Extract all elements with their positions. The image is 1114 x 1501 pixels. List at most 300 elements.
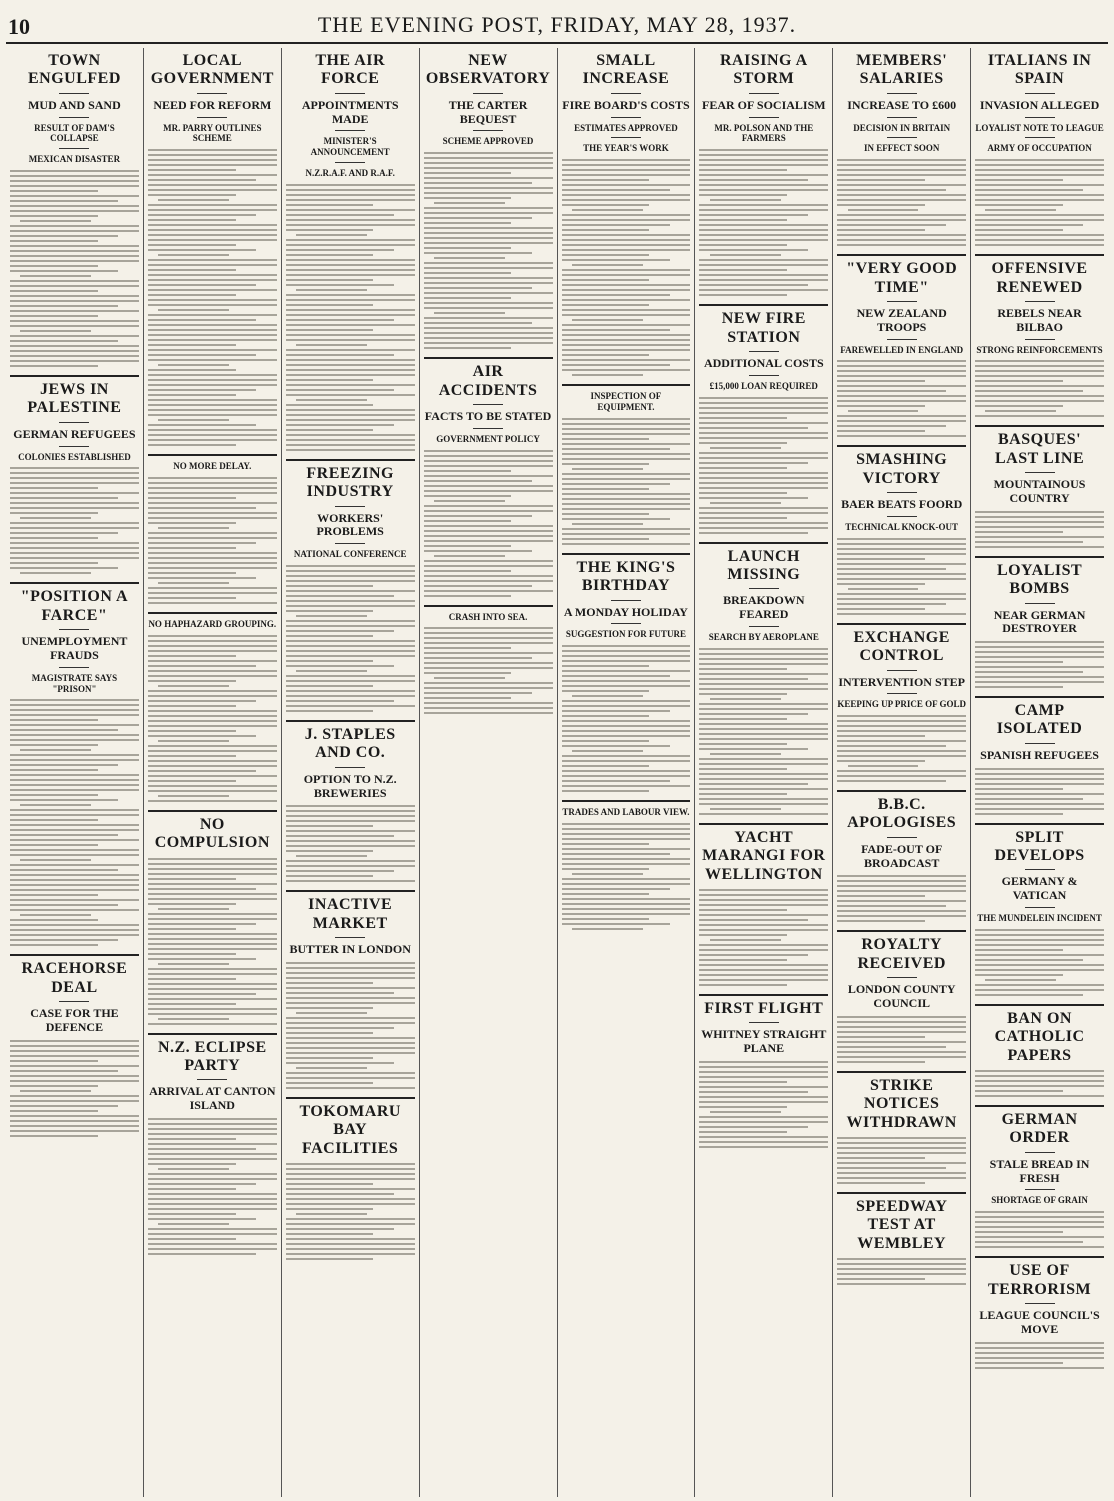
text-line xyxy=(562,239,691,241)
text-line xyxy=(985,979,1056,981)
text-line xyxy=(699,1076,828,1078)
text-line xyxy=(975,174,1104,176)
text-line xyxy=(10,190,98,192)
text-line xyxy=(148,224,277,226)
headline-divider xyxy=(611,600,641,601)
text-line xyxy=(562,823,691,825)
text-line xyxy=(424,707,553,709)
text-line xyxy=(10,507,139,509)
headline-divider xyxy=(335,543,365,544)
text-line xyxy=(710,502,781,504)
text-line xyxy=(562,705,691,707)
text-line xyxy=(837,199,966,201)
text-line xyxy=(837,1021,966,1023)
text-line xyxy=(296,1012,367,1014)
text-line xyxy=(148,790,277,792)
text-line xyxy=(424,172,512,174)
body-text xyxy=(975,929,1104,996)
text-line xyxy=(699,788,828,790)
text-line xyxy=(148,507,256,509)
headline-divider xyxy=(749,588,779,589)
text-line xyxy=(148,640,277,642)
text-line xyxy=(562,543,691,545)
column-2 xyxy=(144,48,282,1497)
text-line xyxy=(424,510,553,512)
text-line xyxy=(286,870,394,872)
text-line xyxy=(562,299,691,301)
text-line xyxy=(286,309,415,311)
text-line xyxy=(424,540,553,542)
text-line xyxy=(148,374,277,376)
text-line xyxy=(562,428,691,430)
text-line xyxy=(699,269,787,271)
text-line xyxy=(424,515,532,517)
text-line xyxy=(837,1036,925,1038)
text-line xyxy=(424,662,553,664)
text-line xyxy=(562,438,650,440)
text-line xyxy=(699,462,807,464)
text-line xyxy=(424,520,512,522)
text-line xyxy=(10,502,139,504)
text-line xyxy=(286,810,415,812)
text-line xyxy=(424,182,532,184)
text-line xyxy=(286,209,415,211)
text-line xyxy=(10,909,139,911)
story xyxy=(837,52,966,246)
text-line xyxy=(10,1085,98,1087)
text-line xyxy=(286,1077,415,1079)
text-line xyxy=(424,465,553,467)
text-line xyxy=(286,204,374,206)
text-line xyxy=(710,199,781,201)
text-line xyxy=(975,511,1104,513)
text-line xyxy=(286,1203,415,1205)
story-divider xyxy=(975,823,1104,825)
story xyxy=(10,960,139,1136)
headline-divider xyxy=(887,137,917,138)
headline-divider xyxy=(887,670,917,671)
text-line xyxy=(975,989,1104,991)
subheadline: KEEPING UP PRICE OF GOLD xyxy=(837,699,967,710)
headline: BASQUES' LAST LINE xyxy=(994,431,1085,467)
text-line xyxy=(148,184,277,186)
text-line xyxy=(424,530,553,532)
text-line xyxy=(286,404,374,406)
text-line xyxy=(699,1116,828,1118)
column-3 xyxy=(282,48,420,1497)
text-line xyxy=(10,532,118,534)
text-line xyxy=(837,905,945,907)
text-line xyxy=(975,1342,1104,1344)
text-line xyxy=(699,1066,828,1068)
text-line xyxy=(148,334,277,336)
subheadline: GERMAN REFUGEES xyxy=(13,426,136,441)
text-line xyxy=(286,635,374,637)
text-line xyxy=(837,1162,966,1164)
text-line xyxy=(837,735,925,737)
text-line xyxy=(148,898,277,900)
text-line xyxy=(562,294,670,296)
text-line xyxy=(10,1095,139,1097)
text-line xyxy=(10,175,139,177)
page-number: 10 xyxy=(8,14,30,39)
text-line xyxy=(148,259,277,261)
text-line xyxy=(10,899,139,901)
text-line xyxy=(286,439,415,441)
text-line xyxy=(148,913,277,915)
text-line xyxy=(562,513,650,515)
text-line xyxy=(699,497,807,499)
text-line xyxy=(10,467,139,469)
text-line xyxy=(975,164,1104,166)
subheadline: FACTS TO BE STATED xyxy=(424,408,552,423)
text-line xyxy=(699,803,828,805)
text-line xyxy=(699,407,828,409)
text-line xyxy=(837,179,925,181)
text-line xyxy=(699,149,828,151)
text-line xyxy=(424,167,553,169)
text-line xyxy=(562,284,691,286)
text-line xyxy=(710,447,781,449)
text-line xyxy=(975,179,1063,181)
text-line xyxy=(699,1091,807,1093)
text-line xyxy=(837,880,966,882)
text-line xyxy=(562,853,670,855)
text-line xyxy=(286,199,415,201)
text-line xyxy=(148,665,256,667)
text-line xyxy=(562,720,691,722)
text-line xyxy=(837,775,966,777)
story xyxy=(975,829,1104,996)
text-line xyxy=(10,704,139,706)
text-line xyxy=(10,320,139,322)
text-line xyxy=(148,988,277,990)
text-line xyxy=(286,354,394,356)
text-line xyxy=(148,1173,277,1175)
text-line xyxy=(699,224,828,226)
story xyxy=(424,612,553,715)
headline-divider xyxy=(335,130,365,131)
text-line xyxy=(10,295,139,297)
text-line xyxy=(10,350,139,352)
text-line xyxy=(296,670,367,672)
text-line xyxy=(562,660,691,662)
text-line xyxy=(286,279,374,281)
text-line xyxy=(424,267,553,269)
text-line xyxy=(424,277,553,279)
text-line xyxy=(10,1125,139,1127)
text-line xyxy=(837,184,966,186)
text-line xyxy=(424,192,553,194)
subheadline: FAREWELLED IN ENGLAND xyxy=(840,344,964,355)
text-line xyxy=(699,442,787,444)
text-line xyxy=(286,565,415,567)
text-line xyxy=(562,503,691,505)
text-line xyxy=(975,994,1083,996)
headline-divider xyxy=(473,93,503,94)
text-line xyxy=(699,204,828,206)
text-line xyxy=(837,603,945,605)
masthead-rule xyxy=(6,42,1108,44)
text-line xyxy=(699,184,828,186)
text-line xyxy=(975,984,1104,986)
text-line xyxy=(10,834,118,836)
headline: "VERY GOOD TIME" xyxy=(846,260,958,296)
text-line xyxy=(10,829,139,831)
text-line xyxy=(837,920,925,922)
text-line xyxy=(148,1233,277,1235)
text-line xyxy=(148,164,277,166)
text-line xyxy=(562,785,691,787)
text-line xyxy=(286,640,415,642)
text-line xyxy=(10,542,139,544)
body-text xyxy=(837,1258,966,1285)
subheadline: FIRE BOARD'S COSTS xyxy=(562,97,690,112)
text-line xyxy=(562,868,650,870)
text-line xyxy=(296,615,367,617)
headline-divider xyxy=(749,626,779,627)
text-line xyxy=(10,1050,139,1052)
headline: SPLIT DEVELOPS xyxy=(994,828,1085,865)
text-line xyxy=(286,359,415,361)
text-line xyxy=(562,364,670,366)
text-line xyxy=(10,1110,98,1112)
subheadline: INTERVENTION STEP xyxy=(838,674,965,689)
subheadline: SEARCH BY AEROPLANE xyxy=(708,631,819,642)
text-line xyxy=(286,1168,415,1170)
text-line xyxy=(286,1072,415,1074)
text-line xyxy=(286,214,394,216)
headline: LAUNCH MISSING xyxy=(727,547,801,583)
text-line xyxy=(158,1018,229,1020)
text-line xyxy=(699,763,828,765)
text-line xyxy=(286,1022,415,1024)
text-line xyxy=(699,708,828,710)
text-line xyxy=(10,894,98,896)
text-line xyxy=(20,1090,91,1092)
headline: SMALL INCREASE xyxy=(582,52,670,88)
text-line xyxy=(10,1135,98,1137)
text-line xyxy=(148,587,277,589)
body-text xyxy=(10,467,139,574)
text-line xyxy=(10,769,98,771)
text-line xyxy=(562,913,691,915)
text-line xyxy=(424,682,553,684)
text-line xyxy=(424,347,512,349)
text-line xyxy=(148,785,277,787)
text-line xyxy=(148,635,277,637)
headline-divider xyxy=(749,1022,779,1023)
subheadline: MR. PARRY OUTLINES SCHEME xyxy=(163,122,262,144)
subheadline: CASE FOR THE DEFENCE xyxy=(30,1006,119,1034)
text-line xyxy=(286,1238,415,1240)
subheadline: BAER BEATS FOORD xyxy=(841,497,963,512)
text-line xyxy=(424,545,512,547)
subheadline: BREAKDOWN FEARED xyxy=(723,593,805,622)
text-line xyxy=(424,332,553,334)
text-line xyxy=(975,656,1104,658)
subheadline: STRONG REINFORCEMENTS xyxy=(976,344,1103,355)
subheadline: A MONDAY HOLIDAY xyxy=(563,604,688,619)
subheadline: NEAR GERMAN DESTROYER xyxy=(993,607,1086,636)
text-line xyxy=(837,435,966,437)
story-divider xyxy=(286,459,415,461)
text-line xyxy=(10,854,139,856)
headline-divider xyxy=(1025,137,1055,138)
text-line xyxy=(699,259,828,261)
text-line xyxy=(10,779,139,781)
headline-divider xyxy=(749,117,779,118)
text-line xyxy=(286,249,394,251)
story-divider xyxy=(975,425,1104,427)
text-line xyxy=(975,686,1063,688)
text-line xyxy=(148,780,236,782)
text-line xyxy=(562,169,691,171)
text-line xyxy=(10,315,98,317)
text-line xyxy=(148,547,236,549)
text-line xyxy=(10,305,118,307)
text-line xyxy=(562,833,691,835)
body-text xyxy=(699,397,828,534)
text-line xyxy=(975,199,1104,201)
text-line xyxy=(562,164,691,166)
headline-divider xyxy=(887,339,917,340)
text-line xyxy=(286,645,415,647)
text-line xyxy=(148,675,277,677)
text-line xyxy=(837,725,966,727)
text-line xyxy=(286,1052,415,1054)
headline-divider xyxy=(749,375,779,376)
text-line xyxy=(699,169,787,171)
text-line xyxy=(148,750,277,752)
text-line xyxy=(699,527,828,529)
headline-divider xyxy=(473,404,503,405)
text-line xyxy=(10,185,139,187)
text-line xyxy=(10,929,139,931)
text-line xyxy=(148,725,277,727)
text-line xyxy=(148,1193,277,1195)
story xyxy=(975,702,1104,815)
text-line xyxy=(699,154,828,156)
headline: NO HAPHAZARD GROUPING. xyxy=(148,618,277,629)
text-line xyxy=(148,1183,256,1185)
text-line xyxy=(286,1218,415,1220)
text-line xyxy=(562,259,670,261)
headline: NO MORE DELAY. xyxy=(173,461,252,472)
text-line xyxy=(424,237,553,239)
text-line xyxy=(286,997,415,999)
text-line xyxy=(837,543,966,545)
text-line xyxy=(975,546,1104,548)
story-divider xyxy=(562,384,691,386)
text-line xyxy=(424,157,553,159)
text-line xyxy=(286,1233,374,1235)
text-line xyxy=(148,720,277,722)
text-line xyxy=(699,1061,828,1063)
text-line xyxy=(975,681,1104,683)
subheadline: WORKERS' PROBLEMS xyxy=(316,510,384,539)
text-line xyxy=(562,670,691,672)
text-line xyxy=(286,685,374,687)
text-line xyxy=(562,675,670,677)
text-line xyxy=(286,299,415,301)
text-line xyxy=(10,1075,139,1077)
text-line xyxy=(975,169,1104,171)
headline-divider xyxy=(59,667,89,668)
text-line xyxy=(148,655,236,657)
masthead xyxy=(0,0,1114,50)
text-line xyxy=(424,490,553,492)
text-line xyxy=(699,959,787,961)
text-line xyxy=(562,645,691,647)
text-line xyxy=(837,360,966,362)
subheadline: UNEMPLOYMENT FRAUDS xyxy=(21,634,128,662)
text-line xyxy=(424,227,553,229)
text-line xyxy=(975,516,1104,518)
text-line xyxy=(286,394,415,396)
subheadline: INVASION ALLEGED xyxy=(979,97,1100,112)
text-line xyxy=(10,355,139,357)
story xyxy=(837,629,966,782)
text-line xyxy=(286,294,415,296)
text-line xyxy=(148,800,277,802)
text-line xyxy=(148,269,236,271)
text-line xyxy=(296,344,367,346)
text-line xyxy=(562,780,670,782)
text-line xyxy=(699,239,828,241)
text-line xyxy=(148,1133,277,1135)
subheadline: GOVERNMENT POLICY xyxy=(436,433,540,444)
text-line xyxy=(562,843,650,845)
text-line xyxy=(975,360,1104,362)
text-line xyxy=(837,1137,966,1139)
text-line xyxy=(286,414,415,416)
text-line xyxy=(148,314,277,316)
text-line xyxy=(424,337,553,339)
text-line xyxy=(562,159,691,161)
headline-divider xyxy=(197,93,227,94)
subheadline: MINISTER'S ANNOUNCEMENT xyxy=(310,136,390,158)
text-line xyxy=(562,244,691,246)
subheadline: GERMANY & VATICAN xyxy=(1001,874,1078,903)
text-line xyxy=(837,890,966,892)
text-line xyxy=(975,400,1104,402)
text-line xyxy=(148,730,236,732)
text-line xyxy=(975,1347,1104,1349)
headline: TOWN ENGULFED xyxy=(27,52,121,88)
text-line xyxy=(562,655,691,657)
text-line xyxy=(148,502,277,504)
text-line xyxy=(148,229,277,231)
story xyxy=(837,1198,966,1285)
text-line xyxy=(424,632,553,634)
text-line xyxy=(699,934,787,936)
text-line xyxy=(424,287,532,289)
text-line xyxy=(148,562,277,564)
headline: BAN ON CATHOLIC PAPERS xyxy=(994,1009,1085,1064)
text-line xyxy=(148,497,236,499)
text-line xyxy=(699,914,828,916)
text-line xyxy=(424,692,532,694)
headline-divider xyxy=(59,117,89,118)
body-text xyxy=(148,1118,277,1255)
text-line xyxy=(837,425,945,427)
text-line xyxy=(148,958,256,960)
text-line xyxy=(572,319,643,321)
story xyxy=(699,829,828,986)
text-line xyxy=(148,695,277,697)
text-line xyxy=(148,1228,277,1230)
